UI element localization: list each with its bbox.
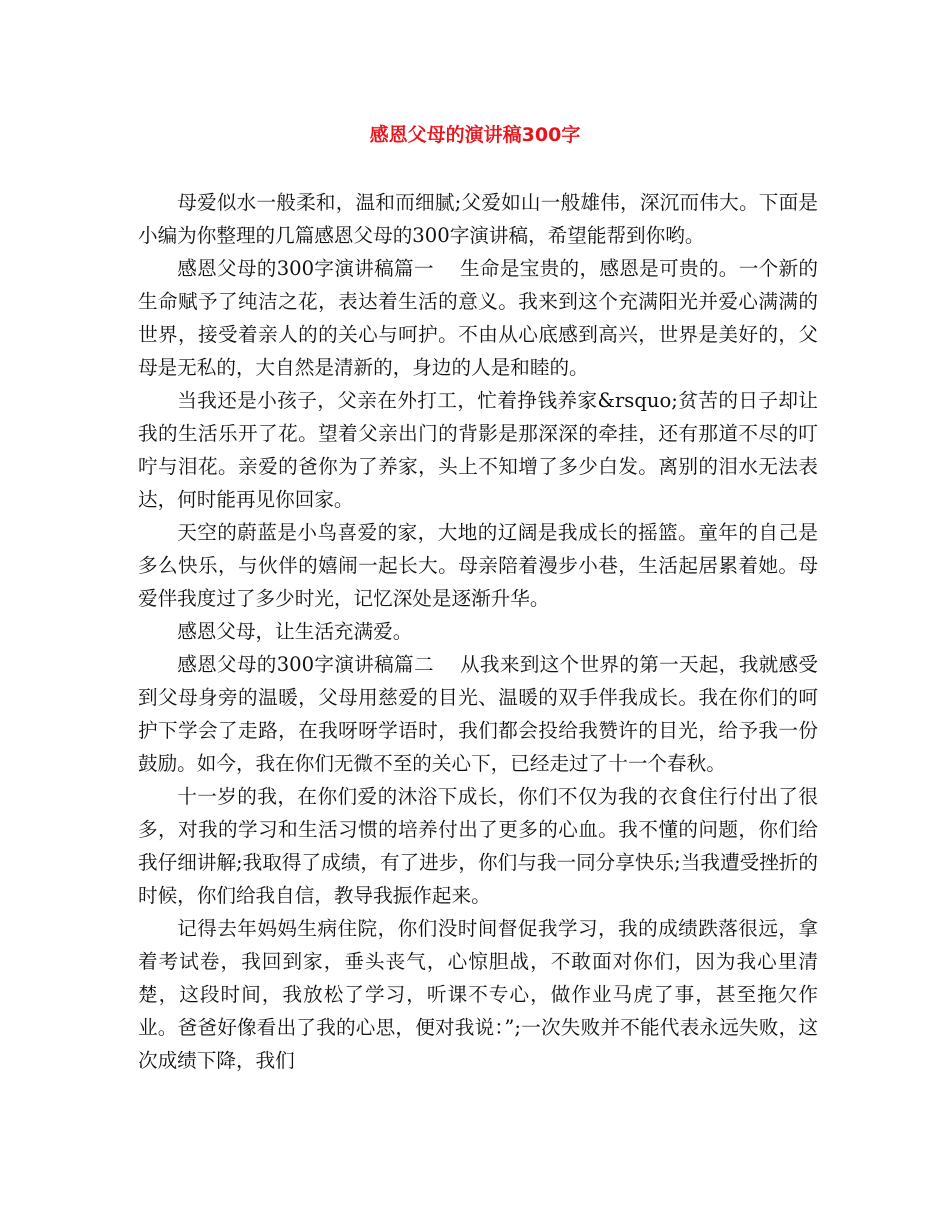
document-body: [138, 186, 818, 1077]
paragraph-memory: 记得去年妈妈生病住院，你们没时间督促我学习，我的成绩跌落很远，拿着考试卷，我回到家，垂头丧气，心惊胆战，不敢面对你们，因为我心里清楚，这段时间，我放松了学习，听课不专心，做作业马虎了事，甚至拖欠作业。爸爸好像看出了我的心思，便对我说：”;一次失败并不能代表永远失败，这次成绩下降，我们: [138, 917, 818, 1072]
paragraph-speech-one: 感恩父母的300字演讲稿篇一 生命是宝贵的，感恩是可贵的。一个新的生命赋予了纯洁之花，表达着生活的意义。我来到这个充满阳光并爱心满满的世界，接受着亲人的的关心与呵护。不由从心底感到高兴，世界是美好的，父母是无私的，大自然是清新的，身边的人是和睦的。: [138, 257, 818, 379]
paragraph-gratitude: 感恩父母，让生活充满爱。: [177, 620, 413, 643]
paragraph-speech-two: 感恩父母的300字演讲稿篇二 从我来到这个世界的第一天起，我就感受到父母身旁的温暖，父母用慈爱的目光、温暖的双手伴我成长。我在你们的呵护下学会了走路，在我呀呀学语时，我们都会投给我赞许的目光，给予我一份鼓励。如今，我在你们无微不至的关心下，已经走过了十一个春秋。: [138, 653, 818, 775]
paragraph-childhood: 天空的蔚蓝是小鸟喜爱的家，大地的辽阔是我成长的摇篮。童年的自己是多么快乐，与伙伴的嬉闹一起长大。母亲陪着漫步小巷，生活起居累着她。母爱伴我度过了多少时光，记忆深处是逐渐升华。: [138, 521, 818, 610]
document-title: 感恩父母的演讲稿300字: [369, 124, 581, 146]
paragraph-intro: 母爱似水一般柔和，温和而细腻;父爱如山一般雄伟，深沉而伟大。下面是小编为你整理的几篇感恩父母的300字演讲稿，希望能帮到你哟。: [138, 191, 818, 247]
paragraph-eleven: 十一岁的我，在你们爱的沐浴下成长，你们不仅为我的衣食住行付出了很多，对我的学习和生活习惯的培养付出了更多的心血。我不懂的问题，你们给我仔细讲解;我取得了成绩，有了进步，你们与我一同分享快乐;当我遭受挫折的时候，你们给我自信，教导我振作起来。: [138, 785, 818, 907]
paragraph-father: 当我还是小孩子，父亲在外打工，忙着挣钱养家&rsquo;贫苦的日子却让我的生活乐开了花。望着父亲出门的背影是那深深的牵挂，还有那道不尽的叮咛与泪花。亲爱的爸你为了养家，头上不知增了多少白发。离别的泪水无法表达，何时能再见你回家。: [138, 389, 818, 511]
